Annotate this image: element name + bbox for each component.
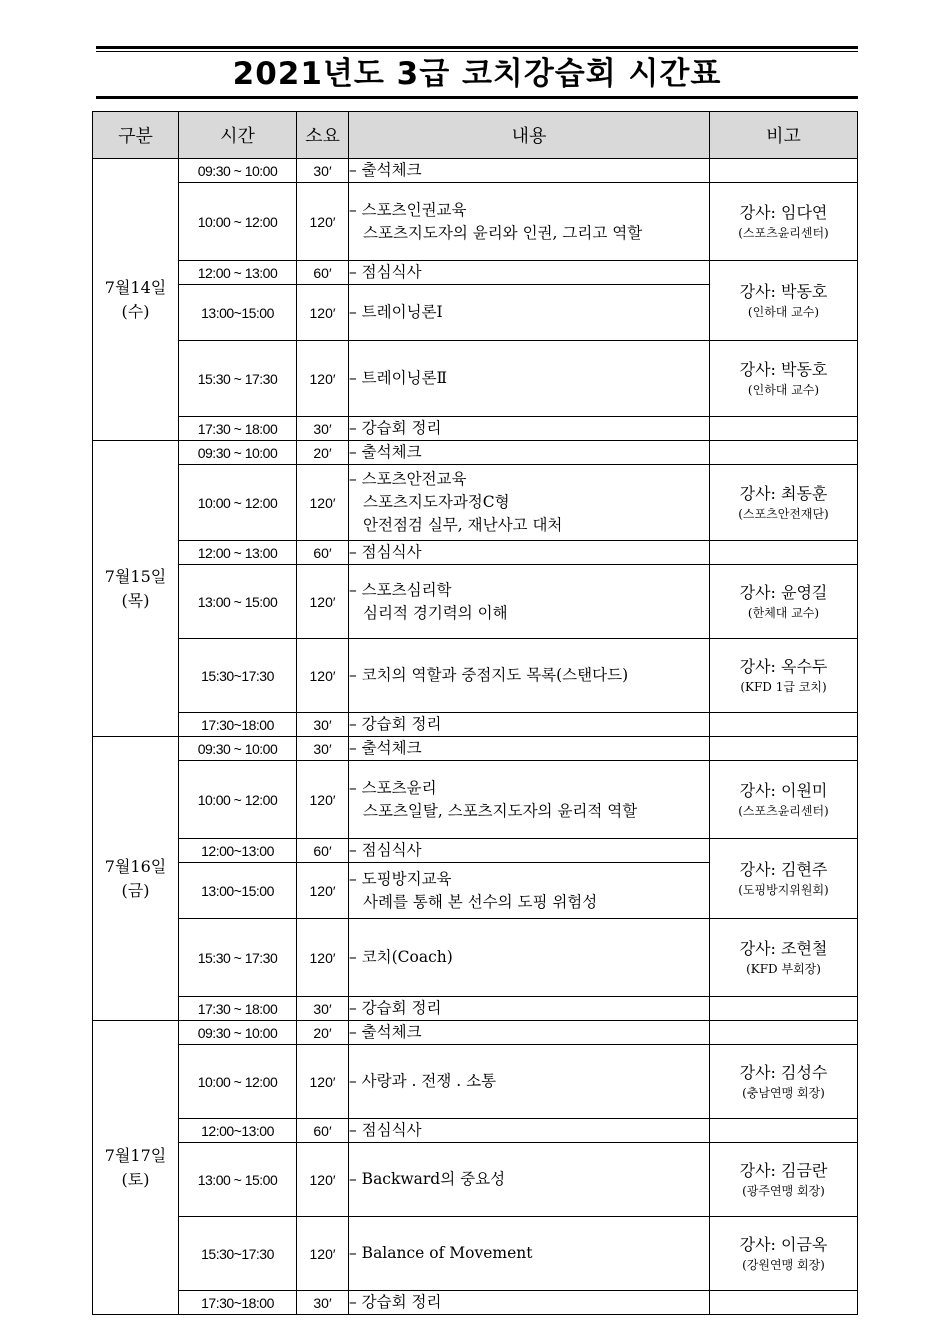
note-cell — [710, 919, 858, 997]
table-row — [93, 639, 858, 713]
table-row — [93, 839, 858, 863]
content-cell — [349, 1021, 710, 1045]
table-row — [93, 541, 858, 565]
table-row — [93, 761, 858, 839]
duration-cell: 120′ — [297, 1143, 349, 1217]
time-cell: 12:00~13:00 — [179, 839, 297, 863]
title-rule-bottom — [96, 96, 858, 99]
content-cell — [349, 1119, 710, 1143]
note-cell — [710, 997, 858, 1021]
content-cell — [349, 285, 710, 341]
table-row — [93, 1217, 858, 1291]
content-title: – 트레이닝론Ⅰ — [349, 303, 443, 321]
duration-cell: 20′ — [297, 441, 349, 465]
note-cell — [710, 713, 858, 737]
instructor-affiliation: (인하대 교수) — [747, 304, 820, 319]
instructor-name: 강사: 최동훈 — [739, 483, 828, 503]
table-row — [93, 1143, 858, 1217]
content-title: – Balance of Movement — [349, 1244, 533, 1262]
content-cell — [349, 737, 710, 761]
content-cell — [349, 441, 710, 465]
duration-cell: 30′ — [297, 737, 349, 761]
note-cell — [710, 1021, 858, 1045]
duration-cell: 30′ — [297, 417, 349, 441]
content-title: – 스포츠안전교육 — [349, 470, 467, 488]
content-cell — [349, 761, 710, 839]
instructor-name: 강사: 이금옥 — [739, 1234, 828, 1254]
content-cell — [349, 1291, 710, 1315]
content-cell — [349, 1143, 710, 1217]
instructor-name: 강사: 임다연 — [739, 202, 828, 222]
table-row — [93, 1291, 858, 1315]
content-title: – 점심식사 — [349, 1121, 422, 1139]
content-detail: 심리적 경기력의 이해 — [363, 603, 508, 622]
time-cell: 10:00 ~ 12:00 — [179, 465, 297, 541]
note-cell — [710, 737, 858, 761]
table-row — [93, 261, 858, 285]
content-detail: 스포츠지도자의 윤리와 인권, 그리고 역할 — [363, 223, 643, 242]
content-cell — [349, 919, 710, 997]
content-title: – 도핑방지교육 — [349, 869, 452, 888]
duration-cell: 60′ — [297, 839, 349, 863]
table-row — [93, 565, 858, 639]
duration-cell: 120′ — [297, 341, 349, 417]
time-cell: 10:00 ~ 12:00 — [179, 183, 297, 261]
content-cell — [349, 1217, 710, 1291]
time-cell: 13:00~15:00 — [179, 863, 297, 919]
note-cell — [710, 565, 858, 639]
instructor-affiliation: (충남연맹 회장) — [742, 1085, 825, 1100]
header-note: 비고 — [710, 112, 858, 159]
duration-cell: 120′ — [297, 863, 349, 919]
content-title: – 강습회 정리 — [349, 1293, 442, 1311]
duration-cell: 120′ — [297, 639, 349, 713]
day-weekday: (토) — [121, 1169, 150, 1189]
table-row — [93, 713, 858, 737]
duration-cell: 30′ — [297, 713, 349, 737]
time-cell: 15:30~17:30 — [179, 639, 297, 713]
duration-cell: 30′ — [297, 1291, 349, 1315]
duration-cell: 20′ — [297, 1021, 349, 1045]
table-row — [93, 441, 858, 465]
duration-cell: 120′ — [297, 285, 349, 341]
content-title: – 스포츠윤리 — [349, 778, 437, 797]
duration-cell: 120′ — [297, 1045, 349, 1119]
instructor-affiliation: (스포츠윤리센터) — [738, 225, 829, 240]
note-cell — [710, 183, 858, 261]
day-cell — [93, 1021, 179, 1315]
instructor-affiliation: (강원연맹 회장) — [742, 1257, 825, 1272]
instructor-affiliation: (KFD 1급 코치) — [740, 679, 827, 694]
day-weekday: (금) — [121, 880, 150, 900]
content-title: – 스포츠심리학 — [349, 580, 452, 599]
table-row — [93, 1021, 858, 1045]
content-detail: 스포츠지도자과정C형 — [363, 493, 510, 511]
duration-cell: 60′ — [297, 261, 349, 285]
instructor-affiliation: (도핑방지위원회) — [738, 882, 829, 897]
content-title: – 코치의 역할과 중점지도 목록(스탠다드) — [349, 666, 629, 684]
content-title: – 출석체크 — [349, 443, 422, 461]
header-row — [93, 112, 858, 159]
note-cell — [710, 541, 858, 565]
time-cell: 15:30~17:30 — [179, 1217, 297, 1291]
duration-cell: 120′ — [297, 465, 349, 541]
note-cell — [710, 839, 858, 919]
instructor-name: 강사: 김금란 — [739, 1160, 828, 1180]
content-cell — [349, 417, 710, 441]
content-title: – 출석체크 — [349, 739, 422, 757]
table-row — [93, 1045, 858, 1119]
table-row — [93, 183, 858, 261]
content-title: – 점심식사 — [349, 543, 422, 561]
instructor-name: 강사: 김성수 — [739, 1062, 828, 1082]
time-cell: 09:30 ~ 10:00 — [179, 1021, 297, 1045]
content-cell — [349, 639, 710, 713]
duration-cell: 120′ — [297, 919, 349, 997]
duration-cell: 120′ — [297, 183, 349, 261]
instructor-name: 강사: 이원미 — [739, 780, 828, 800]
instructor-affiliation: (KFD 부회장) — [746, 961, 821, 976]
day-weekday: (목) — [121, 590, 150, 610]
instructor-name: 강사: 박동호 — [739, 281, 828, 301]
content-cell — [349, 565, 710, 639]
content-title: – 사랑과 . 전쟁 . 소통 — [349, 1072, 497, 1090]
day-date: 7월17일 — [104, 1145, 167, 1165]
note-cell — [710, 1217, 858, 1291]
time-cell: 17:30 ~ 18:00 — [179, 417, 297, 441]
time-cell: 17:30~18:00 — [179, 1291, 297, 1315]
table-row — [93, 1119, 858, 1143]
content-cell — [349, 341, 710, 417]
content-cell — [349, 465, 710, 541]
time-cell: 09:30 ~ 10:00 — [179, 441, 297, 465]
note-cell — [710, 761, 858, 839]
instructor-affiliation: (스포츠윤리센터) — [738, 803, 829, 818]
table-row — [93, 465, 858, 541]
time-cell: 15:30 ~ 17:30 — [179, 919, 297, 997]
title-block — [96, 46, 858, 99]
content-title: – 트레이닝론Ⅱ — [349, 369, 448, 387]
content-title: – 강습회 정리 — [349, 715, 442, 733]
note-cell — [710, 1291, 858, 1315]
time-cell: 10:00 ~ 12:00 — [179, 1045, 297, 1119]
content-title: – 강습회 정리 — [349, 999, 442, 1017]
day-cell — [93, 441, 179, 737]
note-cell — [710, 465, 858, 541]
note-cell — [710, 417, 858, 441]
instructor-name: 강사: 김현주 — [739, 859, 828, 879]
duration-cell: 30′ — [297, 159, 349, 183]
instructor-affiliation: (한체대 교수) — [747, 605, 820, 620]
header-time: 시간 — [179, 112, 297, 159]
time-cell: 17:30~18:00 — [179, 713, 297, 737]
day-cell — [93, 737, 179, 1021]
time-cell: 10:00 ~ 12:00 — [179, 761, 297, 839]
header-duration: 소요 — [297, 112, 349, 159]
content-title: – 출석체크 — [349, 161, 422, 179]
duration-cell: 60′ — [297, 1119, 349, 1143]
day-cell — [93, 159, 179, 441]
instructor-name: 강사: 윤영길 — [739, 582, 828, 602]
content-cell — [349, 159, 710, 183]
note-cell — [710, 159, 858, 183]
content-title: – Backward의 중요성 — [349, 1170, 506, 1188]
time-cell: 17:30 ~ 18:00 — [179, 997, 297, 1021]
content-detail: 스포츠일탈, 스포츠지도자의 윤리적 역할 — [363, 801, 638, 820]
content-title: – 점심식사 — [349, 263, 422, 281]
content-title: – 코치(Coach) — [349, 948, 453, 966]
instructor-affiliation: (광주연맹 회장) — [742, 1183, 825, 1198]
note-cell — [710, 261, 858, 341]
day-date: 7월15일 — [104, 566, 167, 586]
duration-cell: 120′ — [297, 1217, 349, 1291]
note-cell — [710, 1045, 858, 1119]
content-cell — [349, 997, 710, 1021]
time-cell: 15:30 ~ 17:30 — [179, 341, 297, 417]
instructor-affiliation: (인하대 교수) — [747, 382, 820, 397]
schedule-table — [92, 111, 858, 1315]
content-cell — [349, 713, 710, 737]
note-cell — [710, 1119, 858, 1143]
time-cell: 12:00~13:00 — [179, 1119, 297, 1143]
day-date: 7월16일 — [104, 856, 167, 876]
content-title: – 강습회 정리 — [349, 419, 442, 437]
content-cell — [349, 839, 710, 863]
table-row — [93, 997, 858, 1021]
content-cell — [349, 863, 710, 919]
note-cell — [710, 639, 858, 713]
table-row — [93, 919, 858, 997]
content-title: – 출석체크 — [349, 1023, 422, 1041]
content-detail: 사례를 통해 본 선수의 도핑 위험성 — [363, 892, 598, 911]
header-day: 구분 — [93, 112, 179, 159]
day-date: 7월14일 — [104, 277, 167, 297]
duration-cell: 120′ — [297, 761, 349, 839]
day-weekday: (수) — [121, 301, 150, 321]
instructor-affiliation: (스포츠안전재단) — [738, 506, 829, 521]
time-cell: 13:00~15:00 — [179, 285, 297, 341]
header-content: 내용 — [349, 112, 710, 159]
table-row — [93, 341, 858, 417]
note-cell — [710, 1143, 858, 1217]
time-cell: 09:30 ~ 10:00 — [179, 159, 297, 183]
duration-cell: 120′ — [297, 565, 349, 639]
content-cell — [349, 183, 710, 261]
content-title: – 스포츠인권교육 — [349, 200, 467, 219]
content-cell — [349, 1045, 710, 1119]
time-cell: 13:00 ~ 15:00 — [179, 1143, 297, 1217]
instructor-name: 강사: 박동호 — [739, 359, 828, 379]
instructor-name: 강사: 조현철 — [739, 938, 828, 958]
time-cell: 12:00 ~ 13:00 — [179, 541, 297, 565]
time-cell: 09:30 ~ 10:00 — [179, 737, 297, 761]
content-cell — [349, 261, 710, 285]
table-row — [93, 417, 858, 441]
title-rule-top — [96, 46, 858, 49]
note-cell — [710, 341, 858, 417]
time-cell: 12:00 ~ 13:00 — [179, 261, 297, 285]
content-title: – 점심식사 — [349, 841, 422, 859]
content-cell — [349, 541, 710, 565]
content-detail: 안전점검 실무, 재난사고 대처 — [363, 516, 563, 534]
page-title: 2021년도 3급 코치강습회 시간표 — [232, 56, 722, 92]
note-cell — [710, 441, 858, 465]
duration-cell: 60′ — [297, 541, 349, 565]
table-row — [93, 159, 858, 183]
instructor-name: 강사: 옥수두 — [739, 656, 828, 676]
time-cell: 13:00 ~ 15:00 — [179, 565, 297, 639]
table-row — [93, 737, 858, 761]
duration-cell: 30′ — [297, 997, 349, 1021]
